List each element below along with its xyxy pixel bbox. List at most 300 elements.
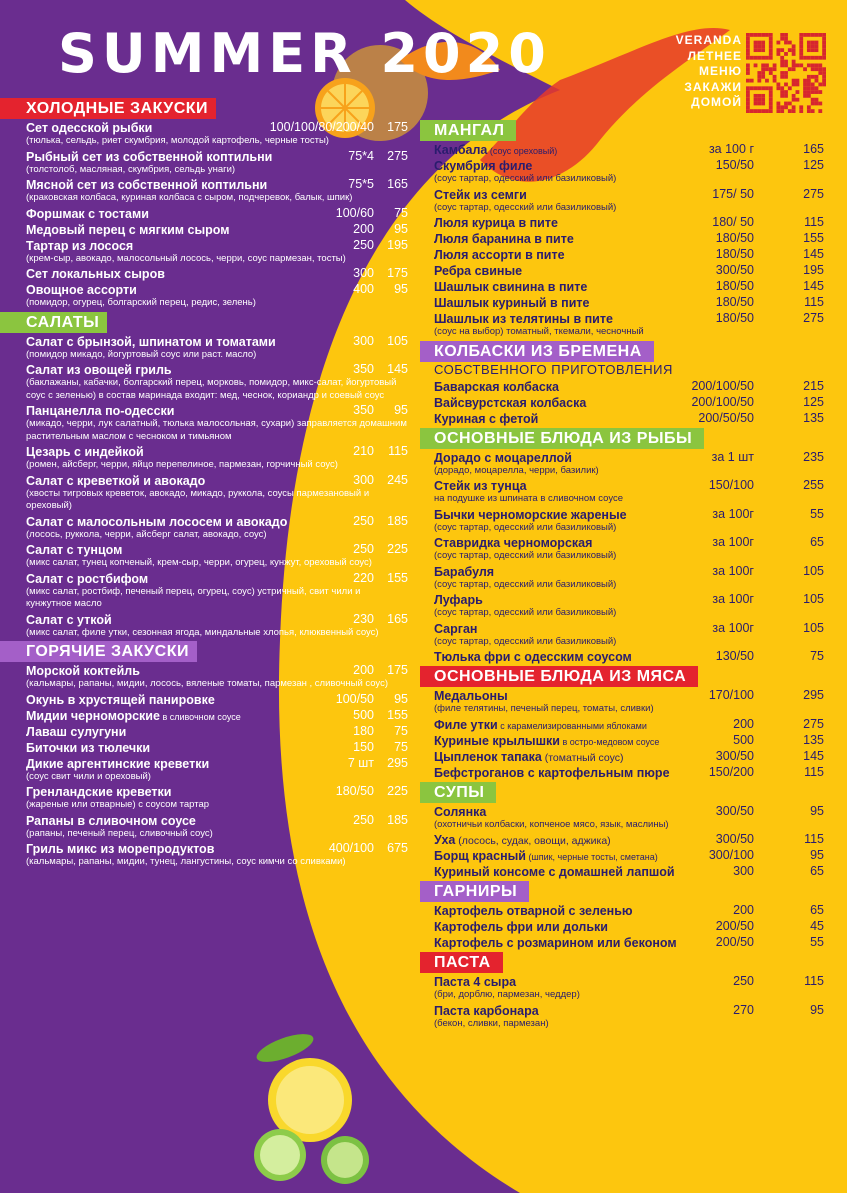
menu-item-name bbox=[434, 248, 565, 262]
section-title: ГОРЯЧИЕ ЗАКУСКИ bbox=[0, 641, 197, 662]
menu-item-name bbox=[434, 396, 586, 410]
menu-item-row bbox=[26, 723, 414, 739]
menu-item-weight: за 100г bbox=[712, 592, 754, 606]
menu-item-weight: 200 bbox=[733, 716, 754, 731]
menu-item bbox=[26, 281, 414, 310]
menu-item bbox=[420, 973, 828, 1002]
menu-item-weight: 75*5 bbox=[348, 177, 374, 191]
menu-item-title: Стейк из тунца bbox=[434, 479, 527, 493]
menu-item-weight: 250 bbox=[353, 812, 374, 827]
menu-item-weight: 180/ 50 bbox=[712, 215, 754, 229]
menu-item-weight: 200 bbox=[353, 663, 374, 677]
qr-code[interactable] bbox=[746, 33, 826, 113]
menu-item-title: Салат с креветкой и авокадо bbox=[26, 473, 206, 488]
menu-item-name bbox=[26, 474, 205, 488]
menu-item-weight: 200/100/50 bbox=[691, 394, 754, 409]
menu-item-row bbox=[26, 783, 414, 799]
menu-item-weight: 500 bbox=[733, 732, 754, 747]
menu-item bbox=[420, 803, 828, 832]
menu-item bbox=[26, 221, 414, 237]
menu-item-title: Ставридка черноморская bbox=[434, 536, 593, 550]
menu-item-name bbox=[434, 650, 632, 664]
menu-item-weight: 75*4 bbox=[348, 148, 374, 163]
menu-item-name bbox=[434, 718, 647, 732]
menu-item-row bbox=[26, 361, 414, 377]
menu-item-price: 125 bbox=[803, 394, 824, 409]
menu-item-name bbox=[26, 207, 149, 221]
menu-item-title: Картофель отварной с зеленью bbox=[434, 904, 633, 918]
menu-item-price: 185 bbox=[387, 513, 408, 528]
menu-item-row bbox=[420, 214, 828, 230]
menu-item-title: Форшмак с тостами bbox=[26, 206, 149, 221]
menu-item-name bbox=[26, 842, 214, 856]
menu-item bbox=[26, 119, 414, 148]
menu-item-name bbox=[434, 159, 532, 173]
menu-item-name bbox=[26, 814, 196, 828]
menu-item-row bbox=[420, 620, 828, 636]
menu-item-description: (рапаны, печеный перец, сливочный соус) bbox=[26, 827, 213, 839]
menu-item-title: Тюлька фри с одесским соусом bbox=[434, 650, 632, 664]
menu-item-name bbox=[434, 805, 486, 819]
menu-item-price: 95 bbox=[810, 803, 824, 818]
menu-item-title: Картофель с розмарином или беконом bbox=[434, 936, 677, 950]
menu-item-weight: 350 bbox=[353, 362, 374, 376]
menu-item-name bbox=[26, 223, 230, 237]
menu-item-title: Дорадо с моцареллой bbox=[434, 450, 572, 465]
brand-line: VERANDA bbox=[675, 33, 742, 47]
menu-item-name bbox=[26, 709, 241, 723]
menu-item-title: Бычки черноморские жареные bbox=[434, 507, 627, 522]
section-subtitle: СОБСТВЕННОГО ПРИГОТОВЛЕНИЯ bbox=[434, 361, 673, 377]
menu-item bbox=[420, 394, 828, 410]
menu-item-price: 195 bbox=[803, 263, 824, 277]
menu-item-title: Скумбрия филе bbox=[434, 159, 533, 173]
menu-item-title: Мясной сет из собственной коптильни bbox=[26, 178, 268, 192]
menu-item-price: 105 bbox=[803, 620, 824, 635]
menu-item-description: (тюлька, сельдь, риет скумбрия, молодой картофель, черные тосты) bbox=[26, 135, 329, 146]
menu-item-title: Бефстроганов с картофельным пюре bbox=[434, 765, 670, 780]
menu-item-row bbox=[420, 687, 828, 703]
menu-item-row bbox=[420, 918, 828, 934]
menu-item-description: (соус тартар, одесский или базиликовый) bbox=[434, 173, 617, 184]
menu-item-title: Стейк из семги bbox=[434, 187, 527, 202]
menu-item bbox=[420, 764, 828, 780]
menu-item-weight: 180/50 bbox=[715, 247, 754, 261]
menu-item-row bbox=[26, 265, 414, 281]
menu-item-price: 105 bbox=[803, 563, 824, 578]
menu-item bbox=[420, 294, 828, 310]
menu-item-name bbox=[434, 412, 538, 426]
menu-item-price: 155 bbox=[803, 231, 824, 245]
menu-item-price: 295 bbox=[803, 688, 824, 702]
menu-item-price: 75 bbox=[394, 205, 408, 220]
menu-item-title: Салат с тунцом bbox=[26, 543, 123, 557]
menu-item-name bbox=[434, 622, 477, 636]
menu-item-note: с карамелизированными яблоками bbox=[497, 720, 647, 731]
menu-item-name bbox=[26, 363, 172, 377]
menu-item bbox=[420, 831, 828, 847]
menu-item-title: Гренландские креветки bbox=[26, 785, 172, 799]
menu-item-note: (томатный соус) bbox=[541, 751, 624, 764]
menu-item-title: Люля ассорти в пите bbox=[434, 248, 565, 262]
menu-item-price: 675 bbox=[387, 841, 408, 855]
menu-item-title: Шашлык куриный в пите bbox=[434, 296, 590, 310]
menu-item-title: Сарган bbox=[434, 621, 478, 636]
menu-item-weight: 200 bbox=[353, 221, 374, 236]
menu-item-name bbox=[434, 451, 572, 465]
menu-item-description: (бри, дорблю, пармезан, чеддер) bbox=[434, 989, 580, 1000]
menu-item-title: Картофель фри или дольки bbox=[434, 920, 608, 934]
menu-item-title: Гриль микс из морепродуктов bbox=[26, 842, 215, 856]
menu-item bbox=[26, 611, 414, 640]
menu-item-row bbox=[26, 541, 414, 557]
menu-item-weight: за 100г bbox=[712, 506, 754, 521]
menu-item-description: (микс салат, филе утки, сезонная ягода, миндальные хлопья, клюквенный соус) bbox=[26, 626, 379, 638]
menu-item-row bbox=[420, 732, 828, 748]
menu-item-name bbox=[26, 335, 276, 349]
section-title: САЛАТЫ bbox=[0, 312, 107, 333]
menu-item bbox=[420, 157, 828, 186]
menu-item-weight: 150/50 bbox=[715, 158, 754, 172]
menu-item-title: Вайсвурстская колбаска bbox=[434, 395, 587, 410]
menu-item-description: (соус тартар, одесский или базиликовый) bbox=[434, 201, 617, 213]
menu-item-row bbox=[420, 902, 828, 918]
menu-item-row bbox=[420, 262, 828, 278]
menu-item-row bbox=[420, 648, 828, 664]
menu-item-weight: 300 bbox=[353, 333, 374, 348]
menu-item-row bbox=[420, 278, 828, 294]
menu-item bbox=[26, 570, 414, 611]
menu-item-name bbox=[434, 1004, 539, 1018]
menu-item-row bbox=[420, 157, 828, 173]
menu-item-description: (соус свит чили и ореховый) bbox=[26, 770, 151, 782]
left-menu-column bbox=[26, 96, 414, 869]
menu-item-description: (баклажаны, кабачки, болгарский перец, морковь, помидор, микс-салат, йогуртовый соус с зеленью) в состав маринада входит: мед, чеснок, кориандр и соевый соус bbox=[26, 377, 397, 401]
menu-item-weight: 7 шт bbox=[347, 755, 374, 770]
menu-item-price: 95 bbox=[394, 282, 408, 296]
menu-item-weight: 300 bbox=[353, 266, 374, 280]
menu-item-description: (соус тартар, одесский или базиликовый) bbox=[434, 521, 617, 533]
menu-item-price: 75 bbox=[394, 739, 408, 754]
menu-item bbox=[26, 755, 414, 784]
menu-item-name bbox=[434, 232, 574, 246]
menu-item bbox=[26, 361, 414, 402]
menu-item-weight: 175/ 50 bbox=[712, 186, 754, 201]
menu-item-name bbox=[434, 264, 522, 278]
menu-item-price: 225 bbox=[387, 542, 408, 556]
menu-item-name bbox=[26, 267, 165, 281]
menu-item-weight: 180/50 bbox=[715, 295, 754, 309]
menu-item-row bbox=[26, 812, 414, 828]
menu-item-weight: 180/50 bbox=[715, 279, 754, 293]
menu-item-weight: 150/200 bbox=[708, 764, 754, 779]
menu-item-price: 65 bbox=[810, 903, 824, 917]
menu-item-price: 175 bbox=[387, 266, 408, 280]
section-title: ОСНОВНЫЕ БЛЮДА ИЗ МЯСА bbox=[420, 666, 698, 687]
menu-item-price: 115 bbox=[804, 215, 824, 229]
menu-item-name bbox=[434, 734, 659, 748]
menu-item-price: 115 bbox=[804, 764, 824, 779]
menu-item bbox=[420, 534, 828, 563]
menu-item-description: (соус тартар, одесский или базиликовый) bbox=[434, 635, 617, 647]
menu-item-weight: 300/50 bbox=[715, 748, 754, 763]
menu-item-name bbox=[434, 536, 592, 550]
menu-item bbox=[420, 214, 828, 230]
menu-item-price: 65 bbox=[810, 864, 824, 878]
menu-item-weight: 180 bbox=[353, 723, 374, 738]
menu-item-price: 275 bbox=[803, 186, 824, 201]
menu-item-weight: 200 bbox=[733, 903, 754, 917]
menu-item-description: (соус на выбор) томатный, ткемали, чесночный bbox=[434, 326, 644, 337]
menu-item-title: Овощное ассорти bbox=[26, 283, 137, 297]
menu-item-weight: 300/50 bbox=[715, 832, 754, 846]
brand-line: МЕНЮ bbox=[698, 64, 742, 78]
section-title: ОСНОВНЫЕ БЛЮДА ИЗ РЫБЫ bbox=[420, 428, 704, 449]
menu-item-price: 225 bbox=[387, 784, 408, 798]
menu-item-row bbox=[420, 477, 828, 493]
menu-item-name bbox=[434, 312, 613, 326]
menu-item-row bbox=[420, 141, 828, 157]
menu-item-price: 155 bbox=[387, 570, 408, 585]
menu-item-row bbox=[420, 563, 828, 579]
menu-item-row bbox=[420, 591, 828, 607]
menu-item-row bbox=[420, 847, 828, 863]
menu-item-weight: 180/50 bbox=[715, 311, 754, 325]
menu-item-description: (краковская колбаса, куриная колбаса с сыром, подчеревок, балык, шпик) bbox=[26, 192, 353, 203]
menu-item-row bbox=[420, 506, 828, 522]
section-title: ГАРНИРЫ bbox=[420, 881, 529, 902]
menu-item-weight: 270 bbox=[733, 1002, 754, 1017]
menu-item bbox=[420, 563, 828, 592]
menu-item-price: 275 bbox=[387, 148, 408, 163]
menu-item-price: 275 bbox=[803, 311, 824, 325]
menu-item-title: Уха bbox=[434, 833, 456, 847]
lemon-lime-decoration bbox=[240, 1030, 390, 1190]
menu-item-title: Филе утки bbox=[434, 717, 498, 732]
brand-line: ЗАКАЖИ bbox=[684, 79, 742, 94]
menu-item-row bbox=[26, 402, 414, 418]
menu-item-weight: 100/100/80/200/40 bbox=[269, 120, 374, 134]
menu-item-row bbox=[420, 1002, 828, 1018]
menu-item-price: 105 bbox=[803, 592, 824, 606]
menu-item-price: 105 bbox=[387, 333, 408, 348]
section-title: ХОЛОДНЫЕ ЗАКУСКИ bbox=[0, 98, 216, 119]
menu-item-price: 145 bbox=[387, 362, 408, 376]
menu-item-weight: за 100г bbox=[712, 620, 754, 635]
menu-item-title: Мидии черноморские bbox=[26, 708, 160, 723]
menu-item-note: (шпик, черные тосты, сметана) bbox=[525, 852, 658, 862]
menu-item-row bbox=[420, 934, 828, 950]
menu-item bbox=[420, 732, 828, 748]
menu-item-row bbox=[420, 378, 828, 394]
menu-item-weight: 210 bbox=[353, 444, 374, 458]
menu-item-title: Ребра свиные bbox=[434, 264, 523, 278]
menu-item-weight: 250 bbox=[733, 974, 754, 988]
menu-item-description: (жареные или отварные) с соусом тартар bbox=[26, 799, 210, 810]
menu-item-title: Окунь в хрустящей панировке bbox=[26, 692, 215, 707]
menu-item-name bbox=[26, 693, 215, 707]
menu-item-weight: 400 bbox=[353, 282, 374, 296]
section-title: СУПЫ bbox=[420, 782, 496, 803]
menu-item-row bbox=[420, 973, 828, 989]
menu-item-title: Салат из овощей гриль bbox=[26, 363, 172, 377]
menu-item bbox=[420, 477, 828, 506]
menu-item-name bbox=[434, 280, 587, 294]
menu-item-price: 145 bbox=[803, 247, 824, 261]
menu-item-row bbox=[26, 237, 414, 253]
menu-item-title: Медовый перец с мягким сыром bbox=[26, 222, 230, 237]
menu-item bbox=[420, 186, 828, 215]
menu-item-description: (лосось, руккола, черри, айсберг салат, авокадо, соус) bbox=[26, 528, 267, 540]
menu-item bbox=[26, 472, 414, 513]
menu-item-price: 95 bbox=[394, 221, 408, 236]
page-title: SUMMER 2020 bbox=[58, 22, 551, 85]
menu-item-title: Тартар из лосося bbox=[26, 238, 134, 253]
section-title: МАНГАЛ bbox=[420, 120, 516, 141]
menu-item bbox=[420, 262, 828, 278]
menu-item-row bbox=[420, 803, 828, 819]
menu-item-price: 75 bbox=[394, 723, 408, 738]
menu-item-name bbox=[434, 479, 527, 493]
menu-item-title: Салат с уткой bbox=[26, 612, 112, 627]
menu-item-weight: 300 bbox=[733, 864, 754, 878]
menu-item-price: 165 bbox=[803, 142, 824, 156]
menu-item bbox=[420, 648, 828, 664]
menu-item-name bbox=[434, 216, 558, 230]
menu-item-description: (соус тартар, одесский или базиликовый) bbox=[434, 607, 617, 618]
menu-item-row bbox=[420, 831, 828, 847]
menu-item-name bbox=[26, 785, 172, 799]
menu-item-name bbox=[434, 849, 658, 863]
menu-item-description: (микадо, черри, лук салатный, тюлька малосольная, сухари) заправляется домашним растительным маслом с чесноком и тимьяном bbox=[26, 418, 407, 442]
menu-item-row bbox=[420, 246, 828, 262]
menu-item-price: 295 bbox=[387, 755, 408, 770]
menu-item-name bbox=[434, 766, 670, 780]
menu-item-weight: 220 bbox=[353, 570, 374, 585]
menu-item-name bbox=[434, 689, 508, 703]
menu-item-name bbox=[434, 833, 611, 847]
menu-item-row bbox=[26, 840, 414, 856]
menu-item-weight: 180/50 bbox=[335, 784, 374, 798]
menu-item-name bbox=[26, 178, 267, 192]
menu-item-title: Морской коктейль bbox=[26, 664, 140, 678]
menu-item-row bbox=[420, 410, 828, 426]
menu-item-row bbox=[26, 221, 414, 237]
menu-item-title: Солянка bbox=[434, 804, 487, 819]
menu-item-row bbox=[420, 294, 828, 310]
menu-item-row bbox=[26, 691, 414, 707]
menu-item-title: Рыбный сет из собственной коптильни bbox=[26, 149, 273, 164]
menu-item-title: Паста 4 сыра bbox=[434, 975, 517, 989]
menu-item bbox=[26, 513, 414, 542]
menu-item-weight: за 100г bbox=[712, 535, 754, 549]
menu-item bbox=[26, 707, 414, 723]
menu-item-note: (соус ореховый) bbox=[487, 146, 558, 156]
menu-item-description: (соус тартар, одесский или базиликовый) bbox=[434, 578, 617, 590]
menu-item-price: 95 bbox=[394, 691, 408, 706]
menu-item-title: Лаваш сулугуни bbox=[26, 724, 127, 739]
menu-item bbox=[420, 378, 828, 394]
menu-item-row bbox=[26, 472, 414, 488]
menu-item-price: 175 bbox=[387, 120, 408, 134]
menu-item-title: Шашлык из телятины в пите bbox=[434, 312, 613, 326]
menu-item-row bbox=[26, 513, 414, 529]
menu-item bbox=[26, 783, 414, 812]
menu-item bbox=[26, 840, 414, 869]
menu-item-price: 165 bbox=[387, 177, 408, 191]
menu-item bbox=[420, 246, 828, 262]
menu-item bbox=[420, 230, 828, 246]
menu-item-price: 245 bbox=[387, 472, 408, 487]
menu-item-name bbox=[434, 936, 677, 950]
menu-item-title: Люля баранина в пите bbox=[434, 232, 574, 246]
menu-item bbox=[26, 148, 414, 177]
menu-item-name bbox=[26, 741, 150, 755]
menu-item-description: (крем-сыр, авокадо, малосольный лосось, черри, соус пармезан, тосты) bbox=[26, 252, 346, 264]
menu-item-note: в сливочном соусе bbox=[159, 711, 241, 722]
section-title: КОЛБАСКИ ИЗ БРЕМЕНА bbox=[420, 341, 654, 362]
menu-item-price: 275 bbox=[803, 716, 824, 731]
menu-item-title: Паста карбонара bbox=[434, 1003, 539, 1018]
menu-item-weight: 300/50 bbox=[715, 263, 754, 277]
menu-item-name bbox=[434, 975, 516, 989]
menu-item-weight: за 100 г bbox=[708, 142, 754, 156]
menu-item bbox=[420, 278, 828, 294]
menu-item-price: 75 bbox=[810, 649, 824, 663]
menu-item-description: (филе телятины, печеный перец, томаты, сливки) bbox=[434, 703, 654, 714]
menu-item-name bbox=[434, 593, 483, 607]
menu-item bbox=[420, 687, 828, 716]
menu-item-title: Сет одесской рыбки bbox=[26, 121, 153, 135]
menu-item-note: (лосось, судак, овощи, аджика) bbox=[455, 835, 611, 847]
menu-item-weight: 180/50 bbox=[715, 231, 754, 245]
menu-item-weight: 150/100 bbox=[708, 478, 754, 492]
menu-item-name bbox=[434, 508, 627, 522]
menu-item-title: Панцанелла по-одесски bbox=[26, 404, 175, 418]
menu-item-name bbox=[434, 565, 494, 579]
menu-item bbox=[26, 662, 414, 691]
menu-item-name bbox=[26, 283, 137, 297]
menu-item-price: 175 bbox=[387, 663, 408, 677]
menu-item-price: 155 bbox=[387, 707, 408, 722]
section-title: ПАСТА bbox=[420, 952, 503, 973]
menu-item-row bbox=[420, 394, 828, 410]
menu-item-name bbox=[434, 296, 590, 310]
menu-item bbox=[26, 691, 414, 707]
menu-item bbox=[420, 716, 828, 732]
menu-item-description: (охотничьи колбаски, копченое мясо, язык, маслины) bbox=[434, 818, 669, 830]
menu-item-name bbox=[26, 664, 140, 678]
menu-item-weight: 150 bbox=[353, 739, 374, 754]
menu-item-weight: 500 bbox=[353, 707, 374, 722]
menu-item-name bbox=[434, 188, 527, 202]
menu-item-name bbox=[26, 515, 287, 529]
menu-item-weight: 250 bbox=[353, 513, 374, 528]
menu-item-description: (дорадо, моцарелла, черри, базилик) bbox=[434, 464, 599, 476]
menu-item-weight: 200/50 bbox=[715, 935, 754, 949]
menu-item-title: Луфарь bbox=[434, 593, 483, 607]
menu-item bbox=[26, 541, 414, 570]
right-menu-column bbox=[420, 118, 828, 1030]
menu-item bbox=[420, 863, 828, 879]
menu-item-title: Дикие аргентинские креветки bbox=[26, 756, 210, 771]
menu-item-title: Салат с ростбифом bbox=[26, 571, 149, 586]
menu-item-description: на подушке из шпината в сливочном соусе bbox=[434, 493, 624, 504]
menu-item-price: 65 bbox=[810, 535, 824, 549]
menu-item-row bbox=[26, 281, 414, 297]
menu-item-title: Рапаны в сливочном соусе bbox=[26, 813, 196, 828]
menu-item bbox=[26, 443, 414, 472]
